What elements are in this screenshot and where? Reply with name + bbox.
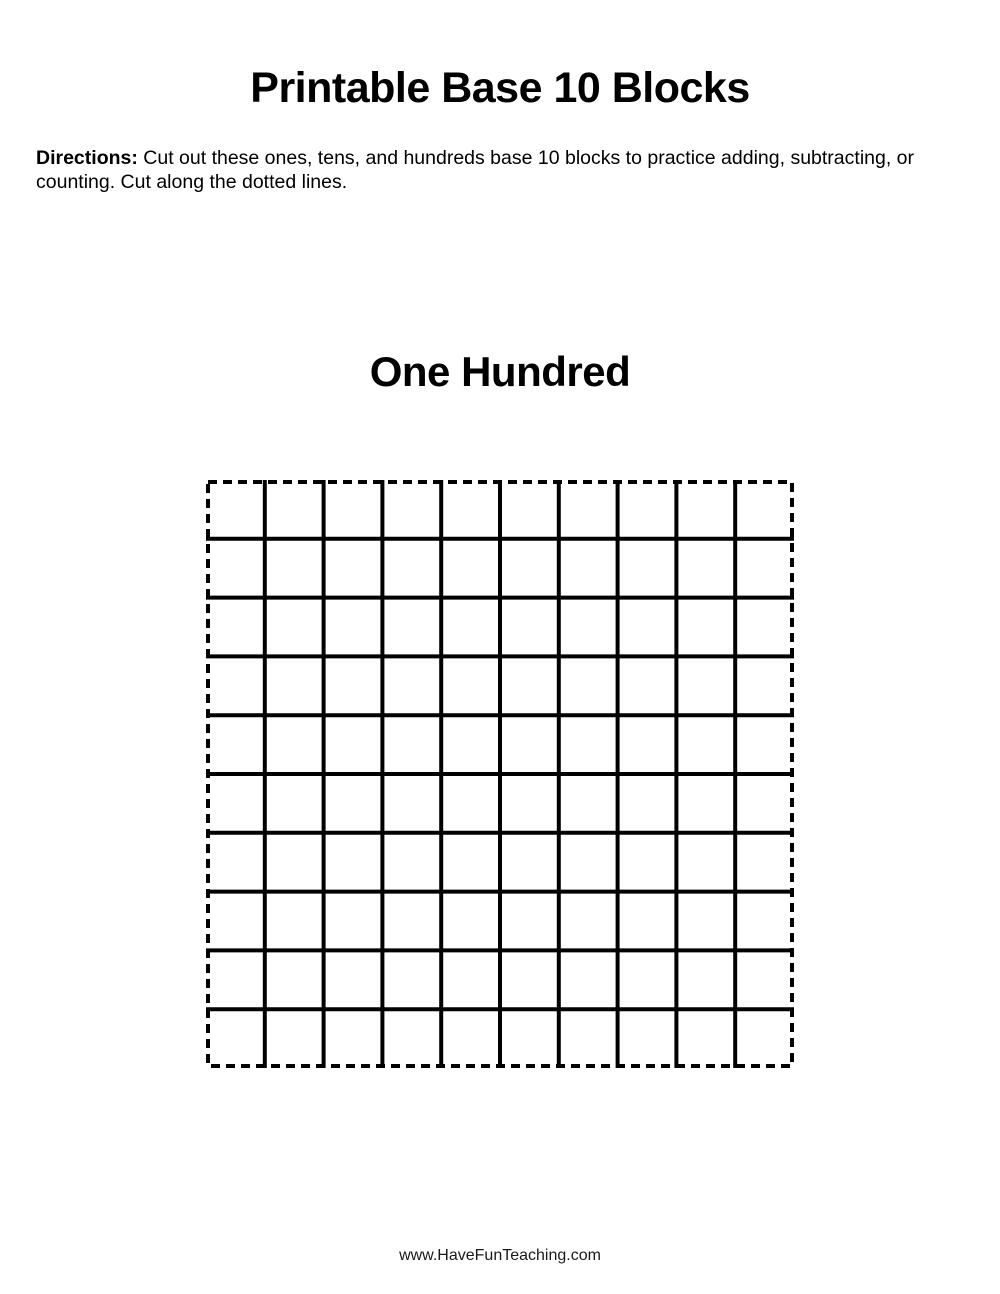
directions-label: Directions: — [36, 147, 138, 169]
grid-svg — [206, 480, 794, 1068]
section-heading: One Hundred — [369, 348, 631, 395]
directions — [36, 146, 960, 194]
footer-url: www.HaveFunTeaching.com — [399, 1247, 601, 1264]
hundred-block-grid — [206, 480, 794, 1068]
directions-text: Cut out these ones, tens, and hundreds base 10 blocks to practice adding, subtracting, or counting. Cut along the dotted lines. — [36, 147, 915, 193]
page-title: Printable Base 10 Blocks — [250, 64, 750, 112]
